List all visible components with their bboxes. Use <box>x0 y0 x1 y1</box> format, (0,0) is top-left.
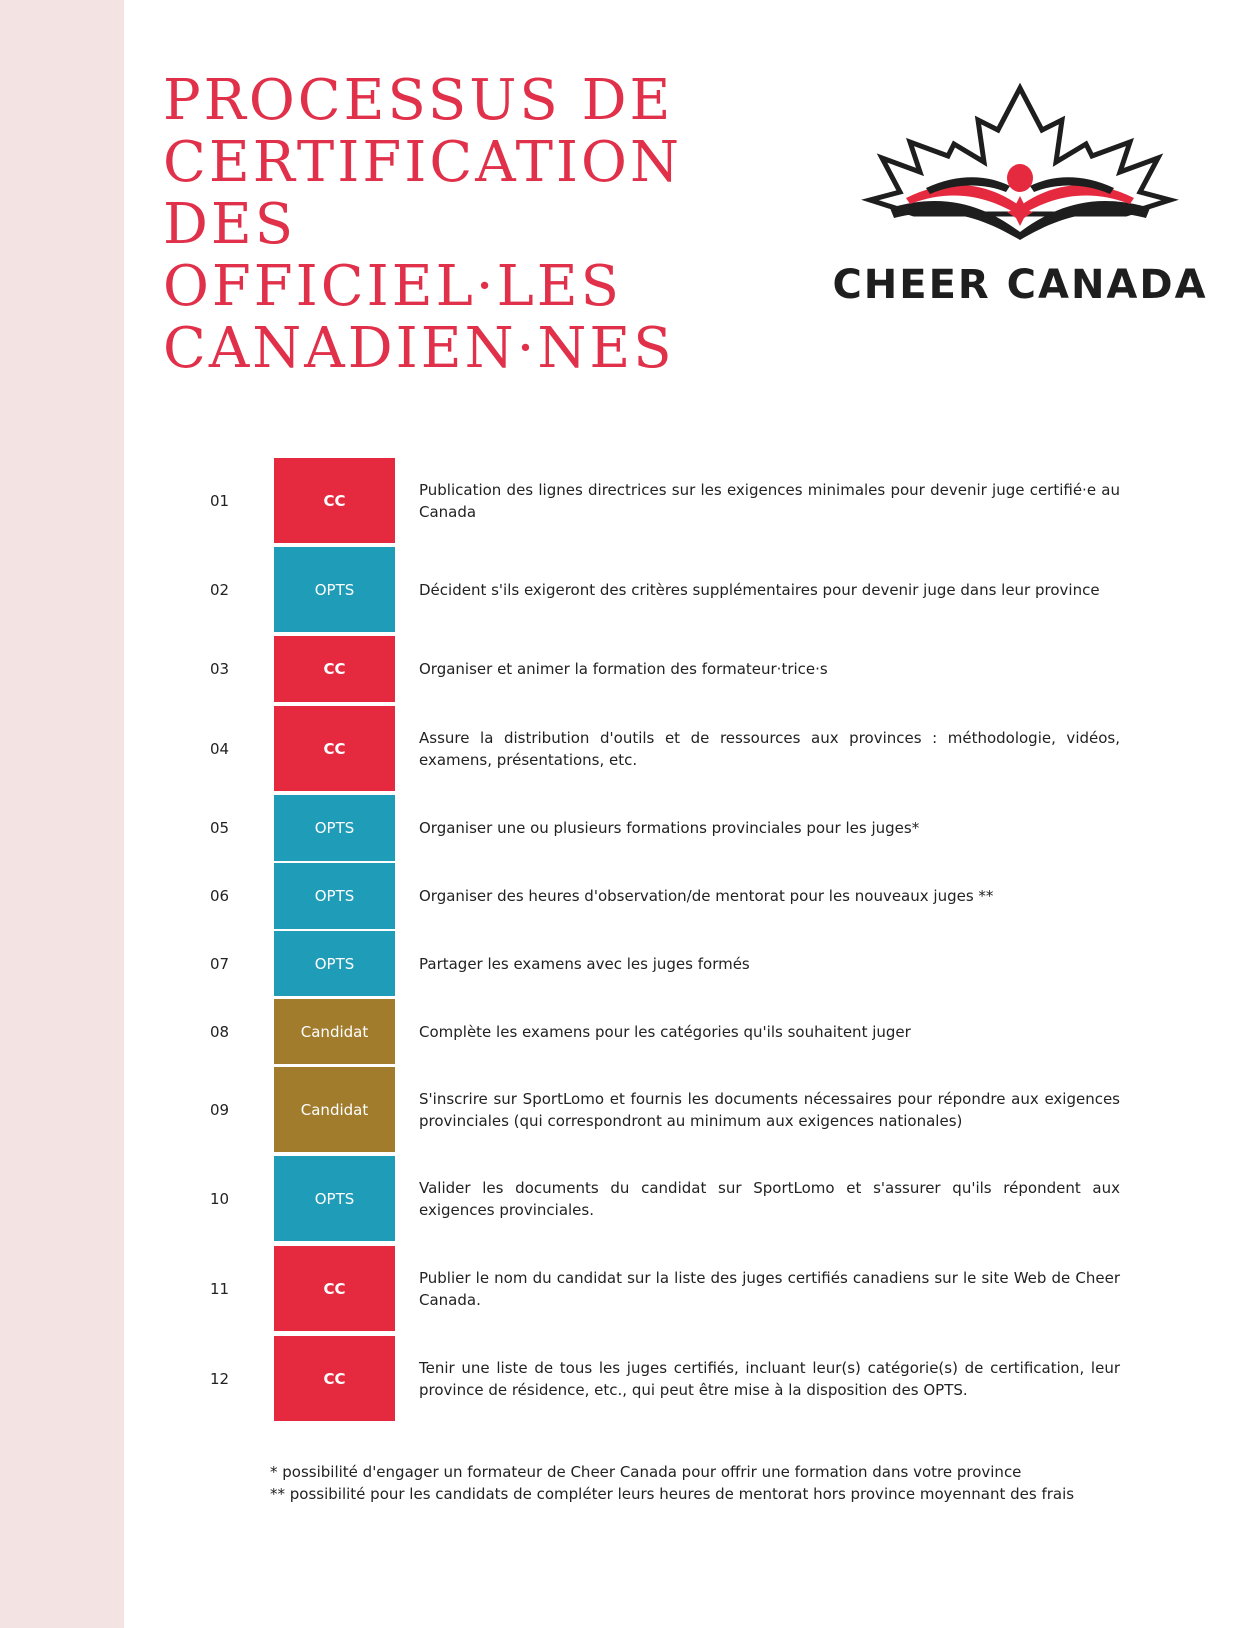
step-badge: CC <box>274 636 395 702</box>
step-number: 08 <box>210 1022 230 1041</box>
step-row <box>0 795 1250 861</box>
step-badge: Candidat <box>274 1067 395 1152</box>
step-badge: CC <box>274 1246 395 1331</box>
step-row <box>0 1067 1250 1152</box>
step-row <box>0 706 1250 791</box>
step-description: Décident s'ils exigeront des critères supplémentaires pour devenir juge dans leur province <box>419 580 1100 599</box>
step-badge: OPTS <box>274 863 395 929</box>
step-badge: OPTS <box>274 795 395 861</box>
step-number: 10 <box>210 1189 230 1208</box>
step-number: 06 <box>210 887 230 905</box>
step-description: Publier le nom du candidat sur la liste des juges certifiés canadiens sur le site Web de Cheer Canada. <box>419 1268 1120 1309</box>
step-description-box <box>419 1067 1120 1152</box>
title-line: PROCESSUS DE <box>163 68 674 133</box>
logo-wordmark: CHEER CANADA <box>832 262 1208 308</box>
title-line: OFFICIEL·LES <box>163 254 623 319</box>
step-row <box>0 636 1250 702</box>
maple-leaf-icon <box>830 80 1210 260</box>
step-badge: CC <box>274 458 395 543</box>
step-description: Valider les documents du candidat sur SportLomo et s'assurer qu'ils répondent aux exigences provinciales. <box>419 1178 1120 1219</box>
step-number: 09 <box>210 1100 230 1119</box>
cheer-canada-logo <box>830 80 1210 320</box>
step-number: 02 <box>210 580 230 599</box>
step-description-box <box>419 795 1120 861</box>
step-description-box <box>419 931 1120 996</box>
step-number: 01 <box>210 491 230 510</box>
step-description-box <box>419 1156 1120 1241</box>
step-number: 03 <box>210 660 230 678</box>
step-description-box <box>419 706 1120 791</box>
step-description: Complète les examens pour les catégories qu'ils souhaitent juger <box>419 1022 911 1041</box>
step-description-box <box>419 1336 1120 1421</box>
step-number: 07 <box>210 954 230 973</box>
step-description-box <box>419 999 1120 1064</box>
step-row <box>0 1156 1250 1241</box>
step-row <box>0 1246 1250 1331</box>
step-description: S'inscrire sur SportLomo et fournis les documents nécessaires pour répondre aux exigences provinciales (qui correspondront au minimum aux exigences nationales) <box>419 1089 1120 1130</box>
step-description: Organiser des heures d'observation/de mentorat pour les nouveaux juges ** <box>419 887 994 905</box>
step-row <box>0 999 1250 1064</box>
step-number: 12 <box>210 1369 230 1388</box>
step-badge: OPTS <box>274 547 395 632</box>
step-badge: CC <box>274 1336 395 1421</box>
step-row <box>0 547 1250 632</box>
step-number: 11 <box>210 1279 230 1298</box>
step-description: Assure la distribution d'outils et de ressources aux provinces : méthodologie, vidéos, examens, présentations, etc. <box>419 728 1120 769</box>
footnote: ** possibilité pour les candidats de compléter leurs heures de mentorat hors province moyennant des frais <box>270 1485 1075 1503</box>
step-description-box <box>419 1246 1120 1331</box>
step-description-box <box>419 547 1120 632</box>
step-description: Partager les examens avec les juges formés <box>419 954 750 973</box>
title-line: DES <box>163 192 297 257</box>
step-badge: OPTS <box>274 1156 395 1241</box>
step-badge: CC <box>274 706 395 791</box>
step-row <box>0 931 1250 996</box>
step-row <box>0 1336 1250 1421</box>
step-description: Tenir une liste de tous les juges certifiés, incluant leur(s) catégorie(s) de certification, leur province de résidence, etc., qui peut être mise à la disposition des OPTS. <box>419 1358 1120 1399</box>
step-badge: Candidat <box>274 999 395 1064</box>
step-row <box>0 863 1250 929</box>
step-row <box>0 458 1250 543</box>
step-description: Publication des lignes directrices sur les exigences minimales pour devenir juge certifié·e au Canada <box>419 480 1120 521</box>
step-description-box <box>419 863 1120 929</box>
step-number: 04 <box>210 739 230 758</box>
step-badge: OPTS <box>274 931 395 996</box>
step-number: 05 <box>210 819 230 837</box>
step-description-box <box>419 458 1120 543</box>
footnote: * possibilité d'engager un formateur de Cheer Canada pour offrir une formation dans votre province <box>270 1463 1022 1481</box>
title-line: CANADIEN·NES <box>163 316 675 381</box>
step-description: Organiser et animer la formation des formateur·trice·s <box>419 660 828 678</box>
step-description-box <box>419 636 1120 702</box>
step-description: Organiser une ou plusieurs formations provinciales pour les juges* <box>419 819 920 837</box>
title-line: CERTIFICATION <box>163 130 682 195</box>
footnotes <box>270 1461 1150 1505</box>
page-title <box>163 70 763 380</box>
